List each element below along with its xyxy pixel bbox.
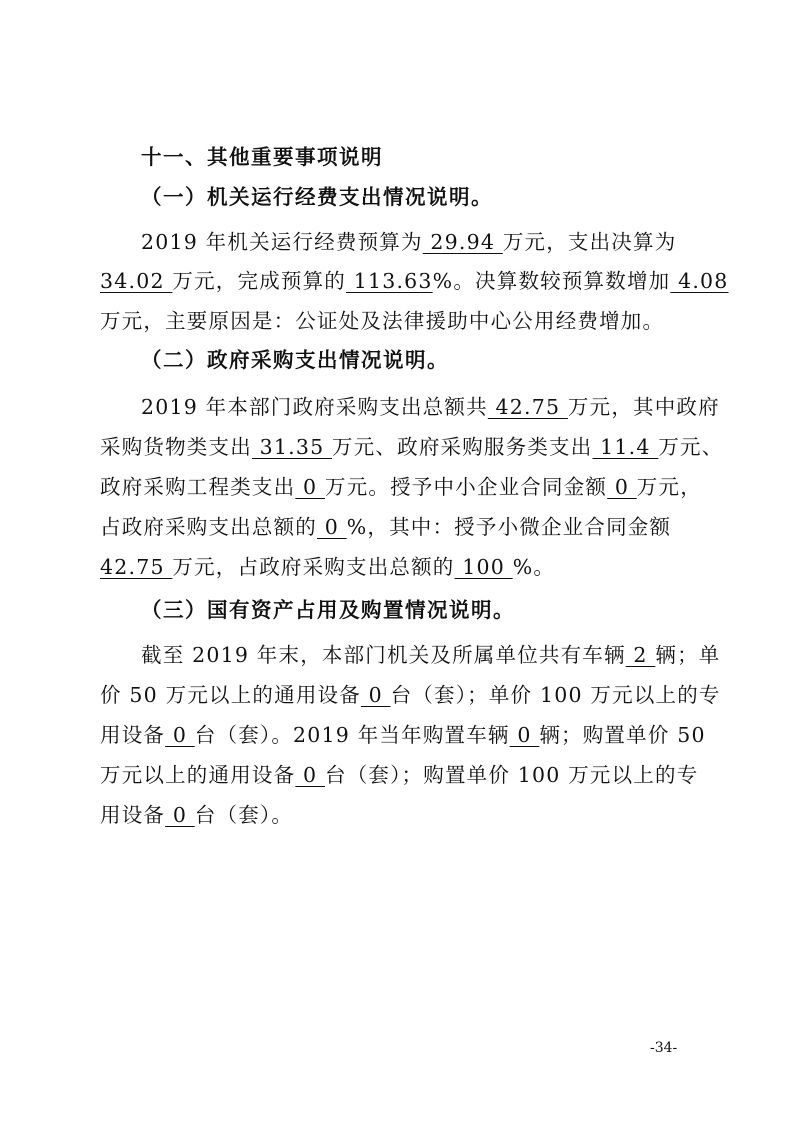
text: 2019 年本部门政府采购支出总额共 — [141, 395, 488, 419]
paragraph-3-line-1 — [141, 640, 721, 670]
text: 万元，其中政府 — [567, 395, 720, 419]
micro-pct-value: 100 — [454, 555, 513, 579]
text: 万元，完成预算的 — [172, 269, 347, 293]
text: 万元以上的通用设备 — [100, 763, 296, 787]
paragraph-2-line-5 — [100, 552, 555, 582]
text: 截至 2019 年末，本部门机关及所属单位共有车辆 — [141, 643, 626, 667]
paragraph-2-line-1 — [141, 392, 720, 422]
text: 占政府采购支出总额的 — [100, 515, 317, 539]
page-number: -34- — [650, 1040, 678, 1056]
budget-value: 29.94 — [422, 230, 503, 254]
text: %。 — [512, 555, 556, 579]
text: %。决算数较预算数增加 — [432, 269, 671, 293]
special-equipment-value: 0 — [165, 723, 195, 747]
text: 用设备 — [100, 723, 166, 747]
paragraph-3-line-4 — [100, 760, 698, 790]
micro-amount-value: 42.75 — [100, 555, 173, 579]
text: 万元，占政府采购支出总额的 — [172, 555, 455, 579]
section-title: 十一、其他重要事项说明 — [141, 145, 383, 169]
text: 采购货物类支出 — [100, 435, 252, 459]
sme-amount-value: 0 — [607, 475, 637, 499]
text: 万元，支出决算为 — [502, 230, 677, 254]
purchased-special-value: 0 — [165, 803, 195, 827]
paragraph-1-line-3: 万元，主要原因是：公证处及法律援助中心公用经费增加。 — [100, 309, 665, 333]
general-equipment-value: 0 — [360, 683, 391, 707]
paragraph-1-line-2 — [100, 266, 729, 296]
purchased-general-value: 0 — [295, 763, 325, 787]
text: 台（套）。2019 年当年购置车辆 — [194, 723, 510, 747]
works-value: 0 — [295, 475, 325, 499]
paragraph-1-line-1 — [141, 227, 676, 257]
sme-pct-value: 0 — [317, 515, 347, 539]
paragraph-3-line-2 — [100, 680, 721, 710]
text: 辆；购置单价 50 — [539, 723, 706, 747]
procurement-total: 42.75 — [487, 395, 568, 419]
paragraph-2-line-4 — [100, 512, 671, 542]
rate-value: 113.63 — [346, 269, 433, 293]
subsection-heading-1: （一）机关运行经费支出情况说明。 — [141, 185, 493, 209]
text: 用设备 — [100, 803, 166, 827]
text: 价 50 万元以上的通用设备 — [100, 683, 361, 707]
paragraph-2-line-2 — [100, 432, 723, 462]
goods-value: 31.35 — [251, 435, 333, 459]
actual-value: 34.02 — [100, 269, 173, 293]
services-value: 11.4 — [592, 435, 659, 459]
text: 台（套）；单价 100 万元以上的专 — [390, 683, 721, 707]
paragraph-2-line-3 — [100, 472, 702, 502]
subsection-heading-3: （三）国有资产占用及购置情况说明。 — [141, 598, 515, 622]
text: 2019 年机关运行经费预算为 — [141, 230, 423, 254]
text: 万元。授予中小企业合同金额 — [325, 475, 608, 499]
text: 台（套）；购置单价 100 万元以上的专 — [325, 763, 699, 787]
subsection-heading-2: （二）政府采购支出情况说明。 — [141, 348, 449, 372]
vehicles-value: 2 — [625, 643, 656, 667]
text: 台（套）。 — [194, 803, 294, 827]
purchased-vehicles-value: 0 — [509, 723, 540, 747]
paragraph-3-line-5 — [100, 800, 293, 830]
text: 万元、政府采购服务类支出 — [332, 435, 593, 459]
text: 万元， — [636, 475, 702, 499]
text: 辆；单 — [655, 643, 721, 667]
text: %，其中：授予小微企业合同金额 — [346, 515, 672, 539]
text: 政府采购工程类支出 — [100, 475, 296, 499]
paragraph-3-line-3 — [100, 720, 706, 750]
text: 万元、 — [658, 435, 724, 459]
increase-value: 4.08 — [670, 269, 729, 293]
